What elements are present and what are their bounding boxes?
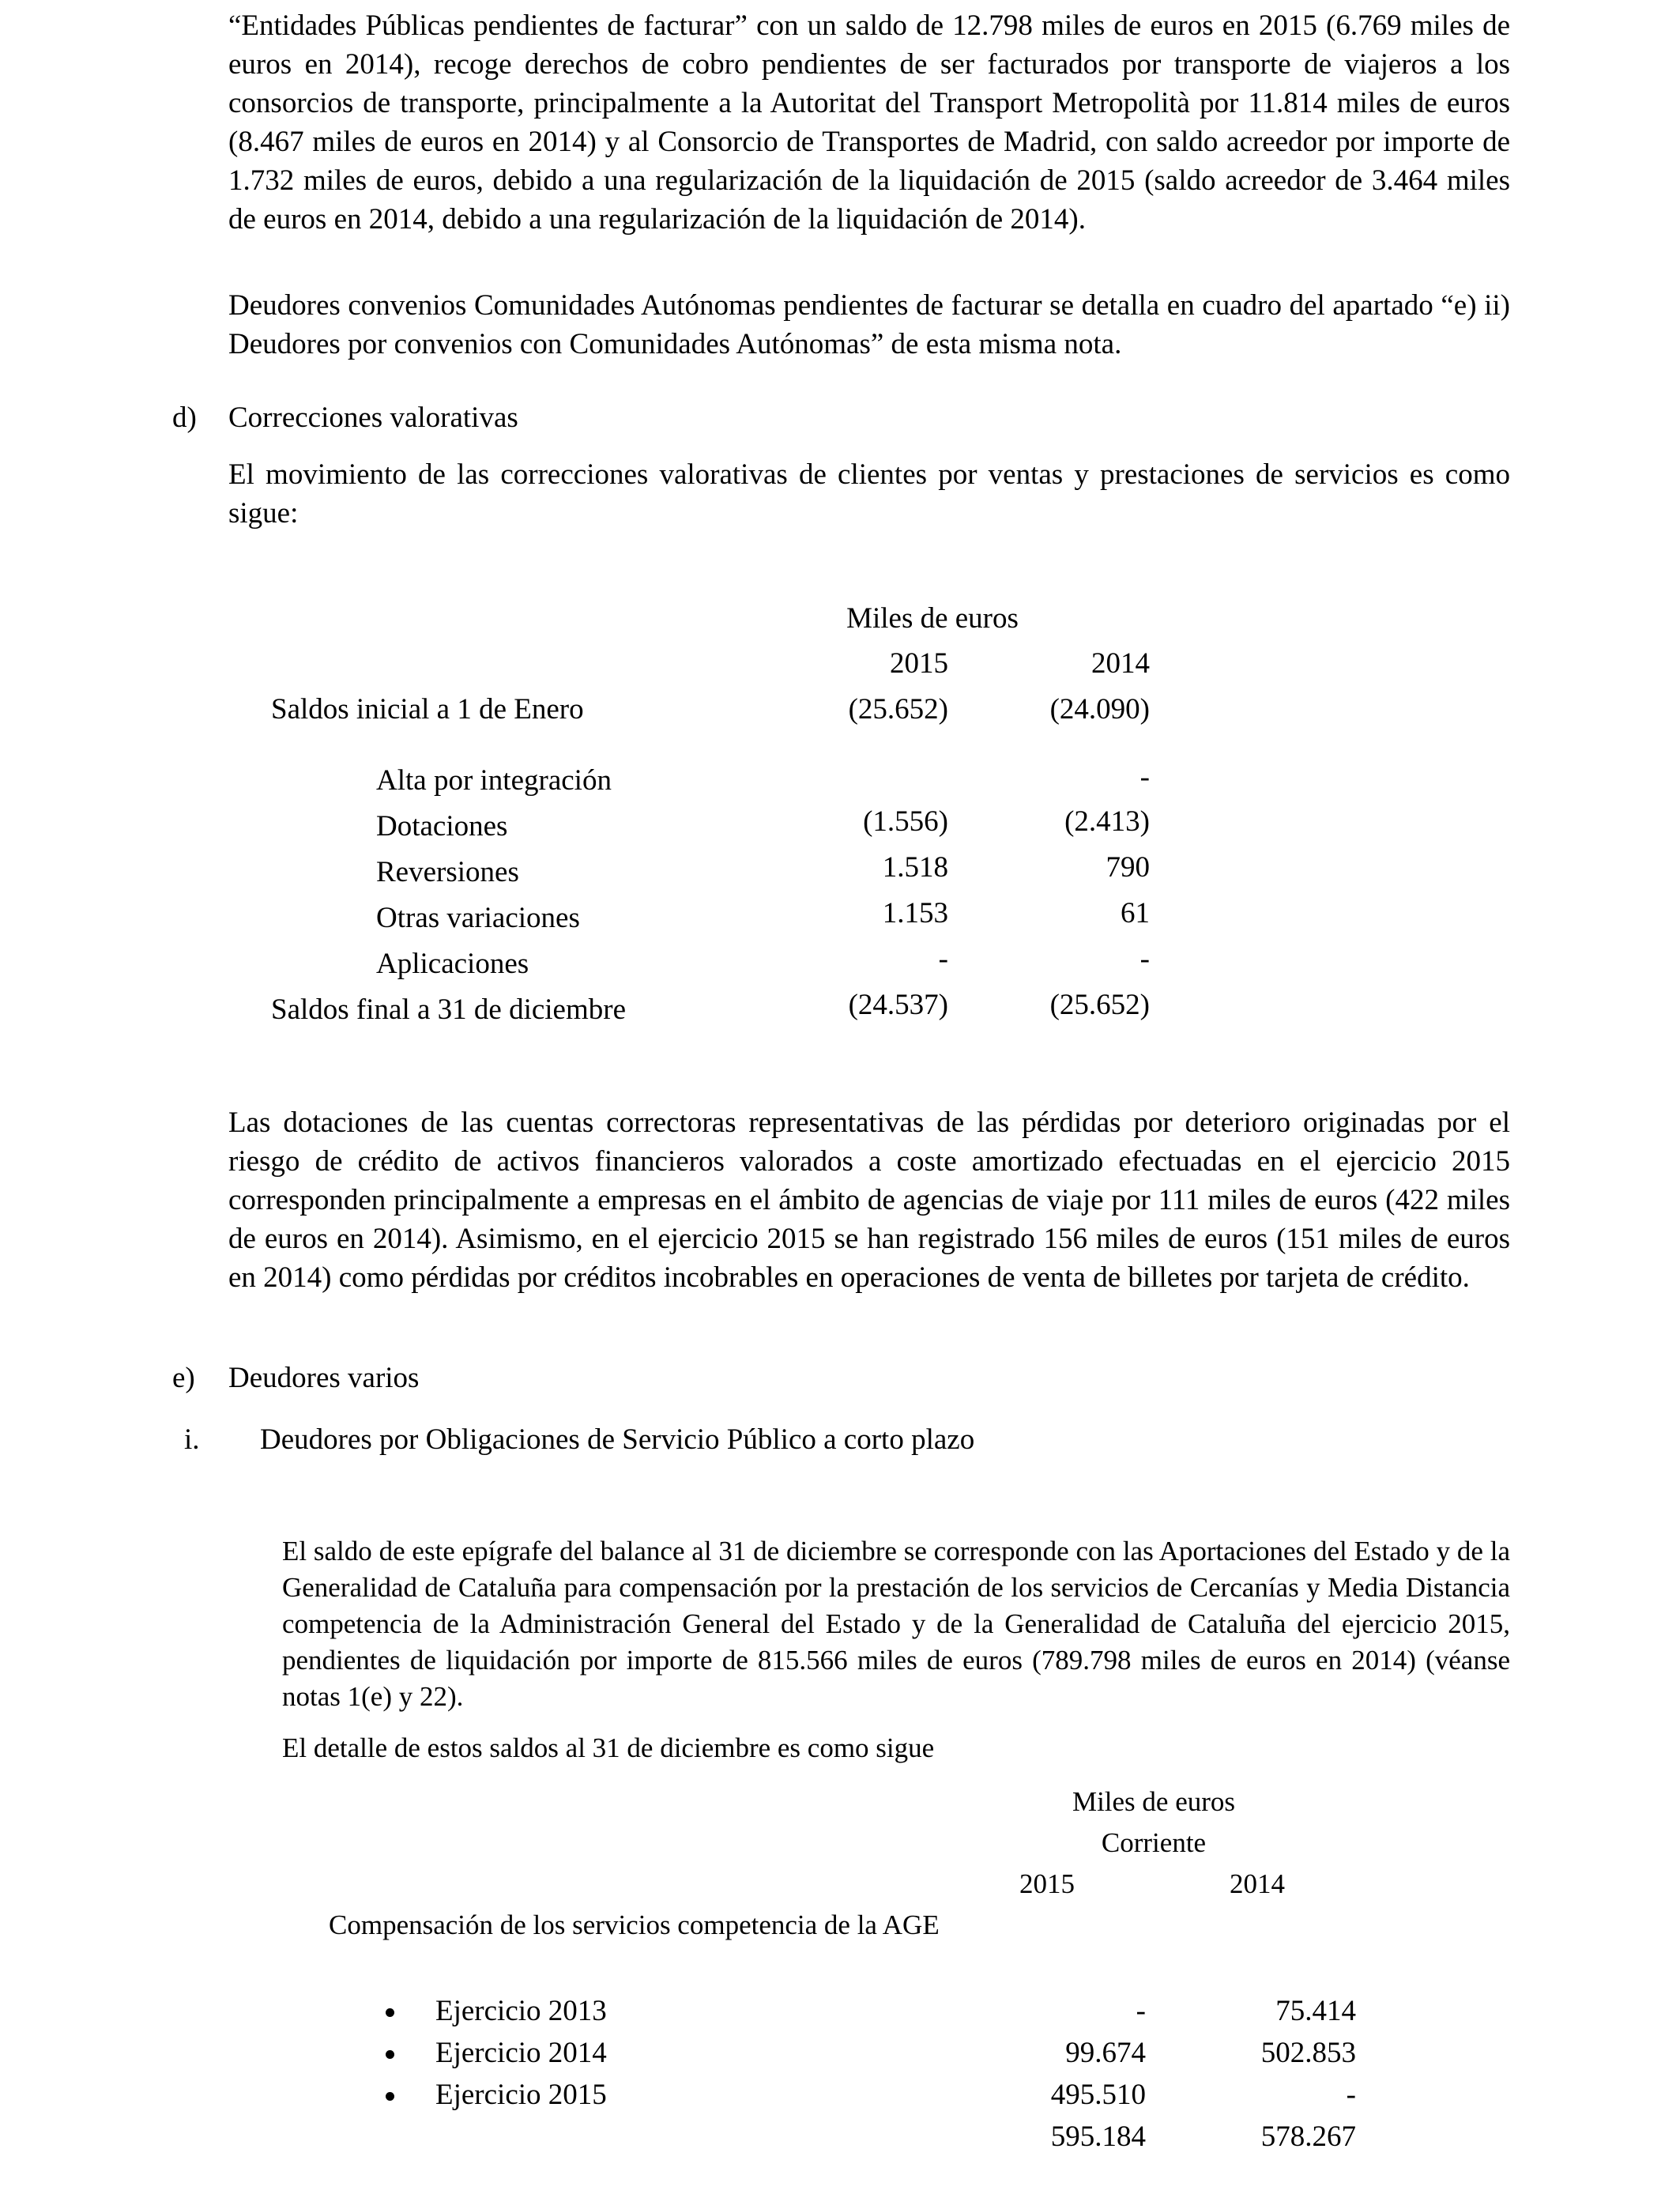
section-e-detail-intro: El detalle de estos saldos al 31 de diciembre es como sigue [282,1732,935,1763]
row-value-2015: - [1136,1995,1146,2027]
row-value-2014: - [1139,761,1150,794]
compensation-group-label: Compensación de los servicios competencia de la AGE [329,1909,940,1940]
row-value-2014: 790 [1106,851,1150,884]
row-value-2014: 75.414 [1275,1995,1356,2027]
row-label: Dotaciones [376,810,508,843]
section-d-after-paragraph: Las dotaciones de las cuentas correctoras representativas de las pérdidas por deterioro originadas por el riesgo de crédito de activos financieros valorados a coste amortizado efectuadas en el ejercicio 2015 corresponden principalmente a empresas en el ámbito de agencias de viaje por 111 miles de euros (422 miles de euros en 2014). Asimismo, en el ejercicio 2015 se han registrado 156 miles de euros (151 miles de euros en 2014) como pérdidas por créditos incobrables en operaciones de venta de billetes por tarjeta de crédito. [228,1106,1510,1294]
row-label: Ejercicio 2014 [435,2037,607,2069]
row-label: Saldos final a 31 de diciembre [271,993,627,1026]
compensation-col-2015: 2015 [1019,1868,1075,1899]
bullet-icon [386,2092,394,2101]
row-label: Saldos inicial a 1 de Enero [271,693,584,726]
row-label: Aplicaciones [376,948,529,980]
row-label: Otras variaciones [376,902,580,934]
row-label: Reversiones [376,856,519,888]
section-d-intro: El movimiento de las correcciones valorativas de clientes por ventas y prestaciones de servicios es como sigue: [228,458,1510,530]
compensation-unit-header: Miles de euros [1072,1786,1236,1817]
section-e-title: Deudores varios [228,1362,420,1394]
row-value-2014: - [1139,943,1150,975]
section-e-sub-title: Deudores por Obligaciones de Servicio Público a corto plazo [260,1423,975,1456]
row-value-2015: - [938,943,948,975]
row-label: Ejercicio 2015 [435,2079,607,2111]
compensation-col-2014: 2014 [1230,1868,1285,1899]
section-d-marker: d) [172,401,197,434]
row-value-2014: - [1346,2079,1356,2111]
row-value-2014: (25.652) [1049,989,1150,1021]
total-value-2015: 595.184 [1050,2120,1146,2153]
row-value-2015: (24.537) [848,989,948,1021]
section-d-title: Correcciones valorativas [228,401,518,434]
row-label: Alta por integración [376,764,612,797]
section-e-marker: e) [172,1362,195,1394]
bullet-icon [386,2050,394,2059]
row-label: Ejercicio 2013 [435,1995,607,2027]
row-value-2015: 495.510 [1050,2079,1146,2111]
intro-paragraph-2: Deudores convenios Comunidades Autónomas pendientes de facturar se detalla en cuadro del apartado “e) ii) Deudores por convenios con Comunidades Autónomas” de esta misma nota. [228,289,1510,360]
corrections-unit-header: Miles de euros [846,602,1019,635]
row-value-2014: (24.090) [1049,693,1150,726]
corrections-col-2015: 2015 [890,647,948,680]
row-value-2015: 1.518 [882,851,948,884]
section-e-paragraph: El saldo de este epígrafe del balance al 31 de diciembre se corresponde con las Aportaciones del Estado y de la Generalidad de Cataluña para compensación por la prestación de los servicios de Cercanías y Media Distancia competencia de la Administración General del Estado y de la Generalidad de Cataluña del ejercicio 2015, pendientes de liquidación por importe de 815.566 miles de euros (789.798 miles de euros en 2014) (véanse notas 1(e) y 22). [282,1536,1510,1712]
row-value-2015: (1.556) [863,805,948,838]
row-value-2015: (25.652) [848,693,948,726]
row-value-2014: 502.853 [1260,2037,1356,2069]
compensation-subheader: Corriente [1101,1827,1207,1858]
row-value-2015: 1.153 [882,897,948,929]
row-value-2014: (2.413) [1064,805,1150,838]
intro-paragraph-1: “Entidades Públicas pendientes de facturar” con un saldo de 12.798 miles de euros en 2015 (6.769 miles de euros en 2014), recoge derechos de cobro pendientes de ser facturados por transporte de viajeros a los consorcios de transporte, principalmente a la Autoritat del Transport Metropolità por 11.814 miles de euros (8.467 miles de euros en 2014) y al Consorcio de Transportes de Madrid, con saldo acreedor por importe de 1.732 miles de euros, debido a una regularización de la liquidación de 2015 (saldo acreedor de 3.464 miles de euros en 2014, debido a una regularización de la liquidación de 2014). [228,9,1510,236]
section-e-sub-marker: i. [184,1423,200,1456]
row-value-2014: 61 [1121,897,1150,929]
total-value-2014: 578.267 [1260,2120,1356,2153]
row-value-2015: 99.674 [1065,2037,1146,2069]
bullet-icon [386,2008,394,2017]
corrections-col-2014: 2014 [1091,647,1150,680]
